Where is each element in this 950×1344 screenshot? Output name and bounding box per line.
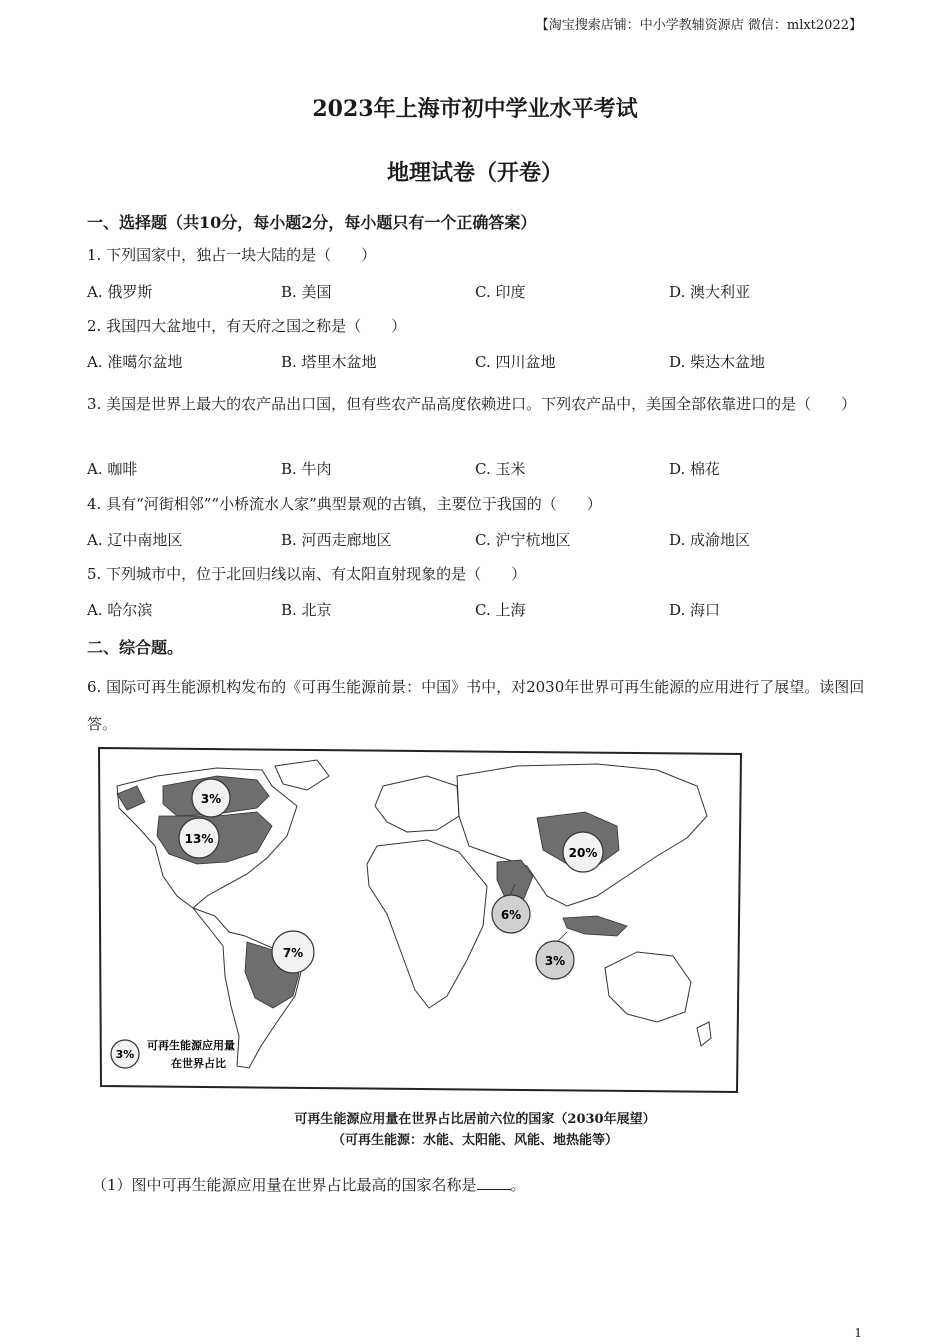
- q5-option-d: D. 海口: [669, 601, 721, 619]
- q1-option-d: D. 澳大利亚: [669, 283, 751, 301]
- bubble-india-label: 6%: [500, 908, 522, 922]
- bubble-china-label: 20%: [568, 846, 598, 860]
- bubble-canada-label: 3%: [200, 792, 222, 806]
- bubble-usa: [179, 818, 219, 858]
- answer-blank[interactable]: [477, 1175, 511, 1190]
- question-1: 1. 下列国家中，独占一块大陆的是（ ）: [87, 246, 377, 264]
- sub-question-1: [92, 1174, 526, 1195]
- q2-option-b: B. 塔里木盆地: [281, 353, 377, 371]
- q3-option-c: C. 玉米: [475, 460, 526, 478]
- bubble-china: [563, 832, 603, 872]
- bubble-india: [492, 895, 530, 933]
- question-3: 3. 美国是世界上最大的农产品出口国，但有些农产品高度依赖进口。下列农产品中，美国全部依靠进口的是（ ）: [87, 395, 857, 413]
- q3-option-b: B. 牛肉: [281, 460, 332, 478]
- q1-option-c: C. 印度: [475, 283, 526, 301]
- bubble-brazil-label: 7%: [282, 946, 304, 960]
- q5-option-c: C. 上海: [475, 601, 526, 619]
- sub-question-1-text: （1）图中可再生能源应用量在世界占比最高的国家名称是: [92, 1176, 477, 1194]
- page-number: 1: [854, 1326, 862, 1340]
- question-4: 4. 具有“河街相邻”“小桥流水人家”典型景观的古镇，主要位于我国的（ ）: [87, 495, 602, 513]
- bubble-usa-label: 13%: [184, 832, 214, 846]
- q1-option-b: B. 美国: [281, 283, 332, 301]
- q3-option-a: A. 咖啡: [87, 460, 138, 478]
- q2-option-c: C. 四川盆地: [475, 353, 556, 371]
- q2-option-a: A. 准噶尔盆地: [87, 353, 183, 371]
- section-1-heading: 一、选择题（共10分，每小题2分，每小题只有一个正确答案）: [87, 213, 537, 232]
- question-2: 2. 我国四大盆地中，有天府之国之称是（ ）: [87, 317, 407, 335]
- map-caption: 可再生能源应用量在世界占比居前六位的国家（2030年展望）: [294, 1112, 656, 1127]
- map-caption-note: （可再生能源：水能、太阳能、风能、地热能等）: [331, 1133, 618, 1148]
- sub-question-1-end: 。: [510, 1176, 526, 1194]
- q1-option-a: A. 俄罗斯: [87, 283, 153, 301]
- bubble-indonesia: [536, 941, 574, 979]
- world-map-figure: [97, 746, 743, 1094]
- legend-line-1: 可再生能源应用量: [147, 1039, 235, 1052]
- header-note: 【淘宝搜索店铺：中小学教辅资源店 微信：mlxt2022】: [535, 18, 862, 33]
- bubble-indonesia-label: 3%: [544, 954, 566, 968]
- q4-option-c: C. 沪宁杭地区: [475, 531, 571, 549]
- world-map: [97, 746, 743, 1094]
- q3-option-d: D. 棉花: [669, 460, 721, 478]
- legend-sample-label: 3%: [115, 1048, 135, 1061]
- q4-option-a: A. 辽中南地区: [87, 531, 183, 549]
- bubble-brazil: [272, 931, 314, 973]
- q4-option-d: D. 成渝地区: [669, 531, 751, 549]
- exam-subtitle: 地理试卷（开卷）: [386, 160, 563, 186]
- q5-option-a: A. 哈尔滨: [87, 601, 153, 619]
- section-2-heading: 二、综合题。: [87, 638, 184, 657]
- legend-line-2: 在世界占比: [171, 1057, 226, 1070]
- q2-option-d: D. 柴达木盆地: [669, 353, 766, 371]
- q5-option-b: B. 北京: [281, 601, 332, 619]
- exam-title: 2023年上海市初中学业水平考试: [312, 96, 638, 122]
- question-6: 6. 国际可再生能源机构发布的《可再生能源前景：中国》书中，对2030年世界可再生能源的应用进行了展望。读图回答。: [87, 678, 865, 733]
- bubble-canada: [192, 779, 230, 817]
- q4-option-b: B. 河西走廊地区: [281, 531, 392, 549]
- question-5: 5. 下列城市中，位于北回归线以南、有太阳直射现象的是（ ）: [87, 565, 527, 583]
